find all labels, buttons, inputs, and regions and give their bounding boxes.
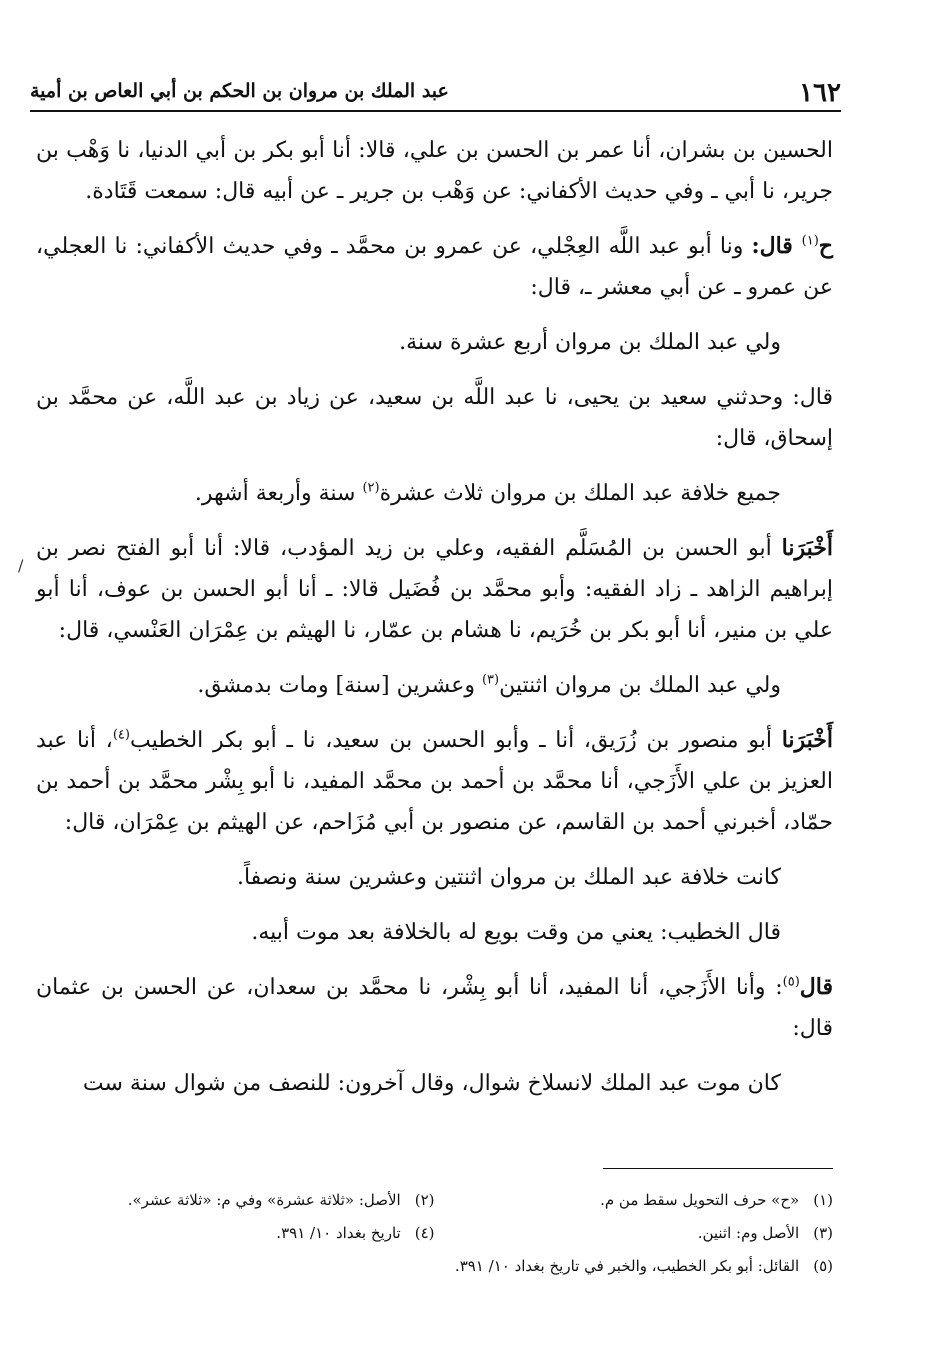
footnote-text: تاريخ بغداد ١٠/ ٣٩١. (276, 1223, 401, 1242)
paragraph-text: قال الخطيب: يعني من وقت بويع له بالخلافة بعد موت أبيه. (251, 920, 781, 945)
quoted-paragraph (36, 322, 781, 363)
paragraph-lead: قال: (751, 233, 802, 259)
footnote-ref: (٥) (782, 974, 800, 990)
page-number: ١٦٢ (799, 78, 841, 108)
paragraph-text: أبو منصور بن زُرَيق، أنا ـ وأبو الحسن بن سعيد، نا ـ أبو بكر الخطيب (129, 728, 782, 753)
footnote-number: (٤) (414, 1223, 435, 1242)
footnote-divider (603, 1168, 833, 1169)
footnote-row (36, 1216, 833, 1249)
paragraph-text: ولي عبد الملك بن مروان اثنتين (499, 673, 781, 698)
footnote-text: الأصل وم: اثنين. (697, 1223, 800, 1242)
footnote-text: «ح» حرف التحويل سقط من م. (600, 1190, 800, 1209)
footnote-number: (٣) (813, 1223, 833, 1242)
footnote (36, 1224, 435, 1242)
quoted-paragraph (36, 473, 781, 514)
footnote-number: (١) (813, 1190, 833, 1209)
paragraph-lead: أَخْبَرَنا (781, 535, 833, 561)
page-header (30, 60, 841, 112)
footnote-ref: (٤) (112, 727, 130, 743)
paragraph-lead: قال (799, 974, 833, 1000)
paragraph (36, 130, 833, 212)
quoted-paragraph (36, 857, 781, 898)
paragraph (36, 720, 833, 843)
footnote (435, 1224, 834, 1242)
paragraph-lead: أَخْبَرَنا (781, 727, 834, 753)
footnote (36, 1257, 833, 1275)
paragraph (36, 226, 833, 308)
footnote-number: (٢) (414, 1190, 435, 1209)
quoted-paragraph (36, 1063, 781, 1104)
paragraph-text: سنة وأربعة أشهر. (194, 481, 363, 506)
quoted-paragraph (36, 665, 781, 706)
paragraph-text: قال: وحدثني سعيد بن يحيى، نا عبد اللَّه بن سعيد، عن زياد بن عبد اللَّه، عن محمَّد بن إسحاق، قال: (36, 385, 833, 451)
running-title: عبد الملك بن مروان بن الحكم بن أبي العاص بن أمية (30, 80, 449, 102)
main-text (36, 130, 833, 1118)
paragraph-text: الحسين بن بشران، أنا عمر بن الحسن بن علي، قالا: أنا أبو بكر بن أبي الدنيا، نا وَهْب بن جرير، نا أبي ـ وفي حديث الأكفاني: عن وَهْب بن جرير ـ عن أبيه قال: سمعت قَتَادة. (36, 138, 833, 204)
footnote-row (36, 1249, 833, 1282)
footnote-ref: (٢) (362, 480, 380, 496)
paragraph (36, 528, 833, 651)
paragraph-text: ، أنا عبد العزيز بن علي الأَزَجي، أنا محمَّد بن أحمد بن محمَّد المفيد، نا أبو بِشْر محمَّد بن أحمد بن حمّاد، أخبرني أحمد بن القاسم، عن منصور بن أبي مُزَاحم، عن الهيثم بن عِمْرَان، قال: (36, 728, 833, 835)
footnote (36, 1191, 435, 1209)
margin-mark: / (18, 556, 24, 575)
paragraph-text: جميع خلافة عبد الملك بن مروان ثلاث عشرة (379, 481, 781, 506)
footnote (435, 1191, 834, 1209)
paragraph-text: ولي عبد الملك بن مروان أربع عشرة سنة. (399, 330, 781, 355)
quoted-paragraph (36, 912, 781, 953)
paragraph-text: كان موت عبد الملك لانسلاخ شوال، وقال آخرون: للنصف من شوال سنة ست (82, 1071, 781, 1096)
paragraph-text: كانت خلافة عبد الملك بن مروان اثنتين وعشرين سنة ونصفاً. (236, 865, 781, 890)
paragraph-text: ونا أبو عبد اللَّه العِجْلي، عن عمرو بن محمَّد ـ وفي حديث الأكفاني: نا العجلي، عن عمرو ـ عن أبي معشر ـ، قال: (36, 234, 833, 300)
footnote-number: (٥) (813, 1256, 833, 1275)
paragraph-text: وعشرين [سنة] ومات بدمشق. (197, 673, 482, 698)
footnote-ref: (١) (801, 233, 819, 249)
paragraph-lead: ح (818, 233, 833, 259)
paragraph-text: : وأنا الأَزَجي، أنا المفيد، أنا أبو بِشْر، نا محمَّد بن سعدان، عن الحسن بن عثمان قال: (36, 975, 833, 1041)
footnote-row (36, 1183, 833, 1216)
paragraph (36, 377, 833, 459)
footnote-ref: (٣) (481, 672, 500, 688)
paragraph-text: أبو الحسن بن المُسَلَّم الفقيه، وعلي بن زيد المؤدب، قالا: أنا أبو الفتح نصر بن إبراهيم الزاهد ـ زاد الفقيه: وأبو محمَّد بن فُضَيل قالا: ـ أنا أبو الحسن بن عوف، أنا أبو علي بن منير، أنا أبو بكر بن خُرَيم، نا هشام بن عمّار، نا الهيثم بن عِمْرَان العَنْسي، قال: (36, 536, 833, 643)
footnotes (36, 1183, 833, 1282)
paragraph (36, 967, 833, 1049)
footnote-text: القائل: أبو بكر الخطيب، والخبر في تاريخ بغداد ١٠/ ٣٩١. (454, 1256, 800, 1275)
footnote-text: الأصل: «ثلاثة عشرة» وفي م: «ثلاثة عشر». (127, 1190, 401, 1209)
